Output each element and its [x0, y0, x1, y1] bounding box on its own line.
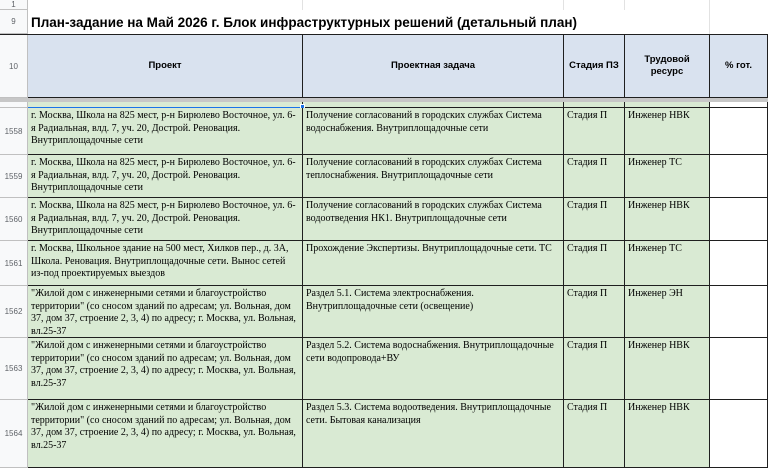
row-number[interactable]: 1564 [0, 400, 28, 468]
sheet-row-1 [0, 0, 768, 10]
cell-task[interactable]: Раздел 5.2. Система водоснабжения. Внутриплощадочные сети водопровода+ВУ [303, 338, 564, 400]
cell-project[interactable]: г. Москва, Школьное здание на 500 мест, Хилков пер., д. 3А, Школа. Реновация. Внутриплощадочные сети. Вынос сетей из-под проектируемых выездов [28, 241, 303, 286]
cell-project[interactable]: "Жилой дом с инженерными сетями и благоустройство территории" (со сносом зданий по адресам; ул. Вольная, дом 37, дом 37, строение 2, 3, 4) по адресу; г. Москва, ул. Вольная, вл.25-37 [28, 400, 303, 468]
row-number[interactable]: 1559 [0, 155, 28, 198]
cell-stage[interactable]: Стадия П [564, 198, 625, 241]
cell-resource[interactable]: Инженер ЭН [625, 286, 710, 338]
cell-stage[interactable]: Стадия П [564, 338, 625, 400]
cell-percent[interactable] [710, 155, 768, 198]
cell-stage[interactable]: Стадия П [564, 400, 625, 468]
row-number[interactable]: 1 [0, 0, 28, 10]
cell-percent[interactable] [710, 198, 768, 241]
cell-resource[interactable]: Инженер ТС [625, 241, 710, 286]
table-row [0, 108, 768, 155]
header-percent[interactable]: % гот. [710, 35, 768, 98]
row-number[interactable]: 1560 [0, 198, 28, 241]
header-project[interactable]: Проект [28, 35, 303, 98]
cell-stage[interactable]: Стадия П [564, 241, 625, 286]
row-number[interactable]: 1562 [0, 286, 28, 338]
cell-resource[interactable]: Инженер НВК [625, 198, 710, 241]
cell-stage[interactable]: Стадия П [564, 286, 625, 338]
header-resource[interactable]: Трудовой ресурс [625, 35, 710, 98]
table-row [0, 241, 768, 286]
cell-project[interactable]: "Жилой дом с инженерными сетями и благоустройство территории" (со сносом зданий по адресам; ул. Вольная, дом 37, дом 37, строение 2, 3, 4) по адресу; г. Москва, ул. Вольная, вл.25-37 [28, 338, 303, 400]
cell-task[interactable]: Раздел 5.1. Система электроснабжения. Внутриплощадочные сети (освещение) [303, 286, 564, 338]
header-task[interactable]: Проектная задача [303, 35, 564, 98]
cell-task[interactable]: Получение согласований в городских службах Система водоснабжения. Внутриплощадочные сети [303, 108, 564, 155]
table-row [0, 286, 768, 338]
cell-resource[interactable]: Инженер ТС [625, 155, 710, 198]
sheet-row-title [0, 10, 768, 34]
cell-percent[interactable] [710, 241, 768, 286]
sheet-title[interactable]: План-задание на Май 2026 г. Блок инфраструктурных решений (детальный план) [31, 14, 578, 30]
cell-percent[interactable] [710, 338, 768, 400]
cell-project[interactable]: г. Москва, Школа на 825 мест, р-н Бирюлево Восточное, ул. 6-я Радиальная, влд. 7, уч. 20, Дострой. Реновация. Внутриплощадочные сети [28, 155, 303, 198]
table-row [0, 400, 768, 468]
header-stage[interactable]: Стадия ПЗ [564, 35, 625, 98]
row-number[interactable]: 9 [0, 10, 28, 34]
cell-task[interactable]: Раздел 5.3. Система водоотведения. Внутриплощадочные сети. Бытовая канализация [303, 400, 564, 468]
cell-project[interactable]: "Жилой дом с инженерными сетями и благоустройство территории" (со сносом зданий по адресам; ул. Вольная, дом 37, дом 37, строение 2, 3, 4) по адресу; г. Москва, ул. Вольная, вл.25-37 [28, 286, 303, 338]
row-number[interactable]: 1561 [0, 241, 28, 286]
row-number[interactable]: 1563 [0, 338, 28, 400]
cell-stage[interactable]: Стадия П [564, 155, 625, 198]
cell-resource[interactable]: Инженер НВК [625, 400, 710, 468]
cell-task[interactable]: Получение согласований в городских службах Система теплоснабжения. Внутриплощадочные сети [303, 155, 564, 198]
row-number[interactable]: 1558 [0, 108, 28, 155]
cell-percent[interactable] [710, 108, 768, 155]
cell-percent[interactable] [710, 400, 768, 468]
cell-task[interactable]: Получение согласований в городских службах Система водоотведения НК1. Внутриплощадочные сети [303, 198, 564, 241]
table-row [0, 198, 768, 241]
cell-resource[interactable]: Инженер НВК [625, 338, 710, 400]
table-row [0, 338, 768, 400]
cell-task[interactable]: Прохождение Экспертизы. Внутриплощадочные сети. ТС [303, 241, 564, 286]
cell-resource[interactable]: Инженер НВК [625, 108, 710, 155]
table-row [0, 155, 768, 198]
cell-stage[interactable]: Стадия П [564, 108, 625, 155]
cell-percent[interactable] [710, 286, 768, 338]
header-row [0, 34, 768, 98]
cell-project[interactable]: г. Москва, Школа на 825 мест, р-н Бирюлево Восточное, ул. 6-я Радиальная, влд. 7, уч. 20, Дострой. Реновация. Внутриплощадочные сети [28, 198, 303, 241]
cell-project[interactable]: г. Москва, Школа на 825 мест, р-н Бирюлево Восточное, ул. 6-я Радиальная, влд. 7, уч. 20, Дострой. Реновация. Внутриплощадочные сети [28, 108, 303, 155]
row-number[interactable]: 10 [0, 35, 28, 98]
